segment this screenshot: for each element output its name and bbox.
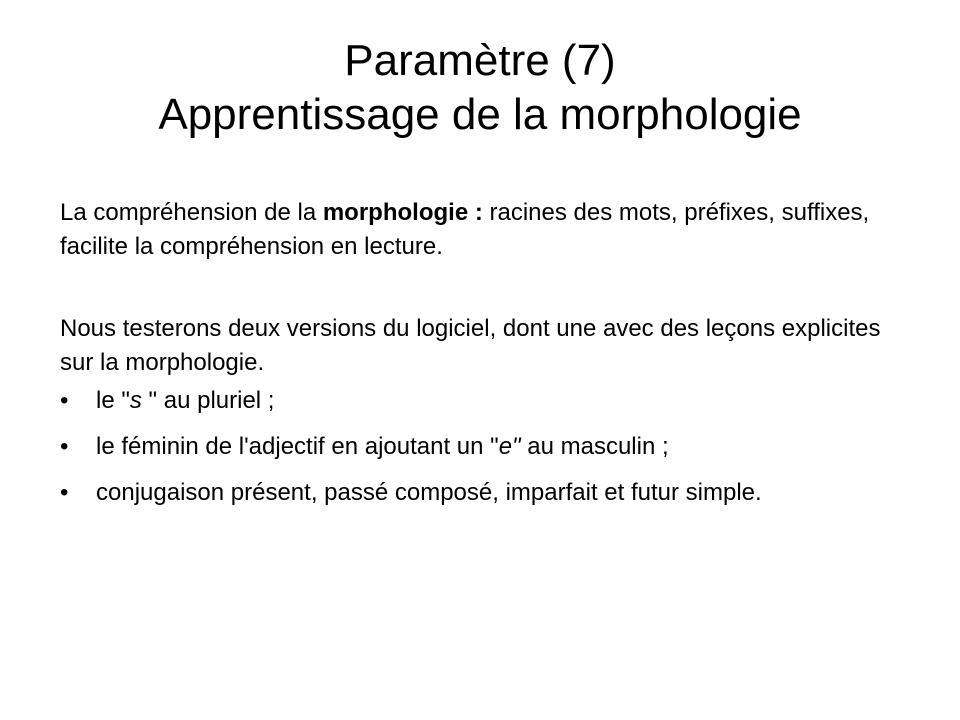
paragraph-1-text-before: La compréhension de la xyxy=(60,199,323,226)
bullet-2-text-before: le féminin de l'adjectif en ajoutant un " xyxy=(96,433,499,460)
bullet-3-text: conjugaison présent, passé composé, imparfait et futur simple. xyxy=(96,479,762,506)
bullet-dot-icon: • xyxy=(60,433,69,460)
bullet-item-conjugation xyxy=(60,476,900,510)
slide-title-line-2: Apprentissage de la morphologie xyxy=(158,90,802,139)
bullet-1-italic: s xyxy=(129,387,142,414)
bullet-item-plural xyxy=(60,384,900,418)
paragraph-morphology xyxy=(60,196,900,264)
bullet-2-text-after: au masculin ; xyxy=(520,433,669,460)
slide-title-line-1: Paramètre (7) xyxy=(344,36,616,85)
bullet-dot-icon: • xyxy=(60,479,69,506)
paragraph-1-text-after: racines des mots, préfixes, suffixes, facilite la compréhension en lecture. xyxy=(60,199,870,260)
slide-title xyxy=(48,34,912,142)
bullet-item-feminine xyxy=(60,430,900,464)
bullet-1-text-before: le " xyxy=(96,387,130,414)
bullet-1-text-after: " au pluriel ; xyxy=(141,387,275,414)
bullet-list xyxy=(60,384,900,510)
slide-body xyxy=(60,196,900,522)
paragraph-software-versions: Nous testerons deux versions du logiciel, dont une avec des leçons explicites sur la morphologie. xyxy=(60,315,881,376)
paragraph-1-bold-term: morphologie : xyxy=(322,199,483,226)
bullet-2-italic: e" xyxy=(498,433,521,460)
bullet-dot-icon: • xyxy=(60,387,69,414)
